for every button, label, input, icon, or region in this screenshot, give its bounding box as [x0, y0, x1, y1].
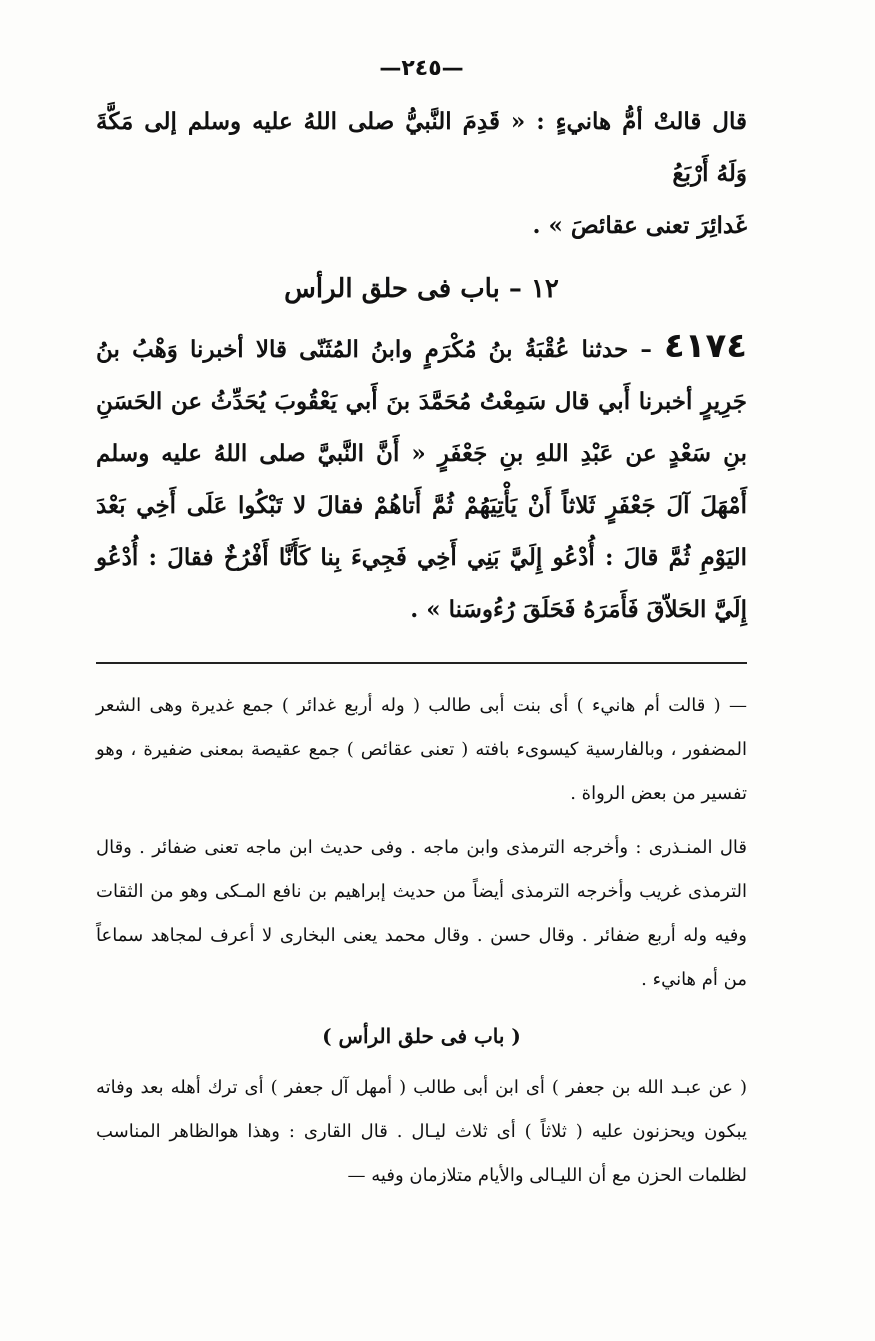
- page-number: —٢٤٥—: [379, 56, 464, 81]
- commentary-paragraph-3: ( عن عبـد الله بن جعفر ) أى ابن أبى طالب ( أمهل آل جعفر ) أى ترك أهله بعد وفاته يبكون ويحزنون عليه ( ثلاثاً ) أى ثلاث ليـال . قال القارى : وهذا هوالظاهر المناسب لظلمات الحزن مع أن الليـالى والأيام متلازمان وفيه —: [96, 1077, 747, 1186]
- hadith-number: ٤١٧٤: [663, 326, 747, 366]
- footnote-divider: [96, 662, 747, 664]
- commentary-paragraph-1: — ( قالت أم هانيء ) أى بنت أبى طالب ( وله أربع غدائر ) جمع غديرة وهى الشعر المضفور ، وبالفارسية كيسوىء بافته ( تعنى عقائص ) جمع عقيصة بمعنى ضفيرة ، وهو تفسير من بعض الرواة .: [96, 695, 747, 804]
- commentary-sub-heading: ( باب فى حلق الرأس ): [322, 1024, 521, 1048]
- chapter-heading: ١٢ – باب فى حلق الرأس: [284, 274, 559, 304]
- hadith-line-1: قال قالتْ أمُّ هانيءٍ : « قَدِمَ النَّبيُّ صلى اللهُ عليه وسلم إلى مَكَّةَ وَلَهُ أَرْبَعُ: [96, 108, 747, 187]
- hadith-paragraph: [96, 320, 747, 636]
- hadith-block: [96, 96, 747, 636]
- hadith-line-2: غَدائِرَ تعنى عقائصَ » .: [532, 212, 747, 239]
- commentary-paragraph-2: قال المنـذرى : وأخرجه الترمذى وابن ماجه . وفى حديث ابن ماجه تعنى ضفائر . وقال الترمذى غريب وأخرجه الترمذى أيضاً من حديث إبراهيم بن نافع المـكى وهو من الثقات وفيه وله أربع ضفائر . وقال حسن . وقال محمد يعنى البخارى لا أعرف لمجاهد سماعاً من أم هانيء .: [96, 837, 747, 990]
- hadith-text: – حدثنا عُقْبَةُ بنُ مُكْرَمٍ وابنُ المُثَنّى قالا أخبرنا وَهْبُ بنُ جَرِيرٍ أخبرنا أَبي قال سَمِعْتُ مُحَمَّدَ بنَ أَبي يَعْقُوبَ يُحَدِّثُ عن الحَسَنِ بنِ سَعْدٍ عن عَبْدِ اللهِ بنِ جَعْفَرٍ « أَنَّ النَّبيَّ صلى اللهُ عليه وسلم أَمْهَلَ آلَ جَعْفَرٍ ثَلاثاً أَنْ يَأْتِيَهُمْ ثُمَّ أَتاهُمْ فقالَ لا تَبْكُوا عَلَى أَخِي بَعْدَ اليَوْمِ ثُمَّ قالَ : أُدْعُو إِلَيَّ بَنِي أَخِي فَجِيءَ بِنا كَأَنَّا أَفْرُخٌ فقالَ : أُدْعُو إِلَيَّ الحَلاّقَ فَأَمَرَهُ فَحَلَقَ رُءُوسَنا » .: [96, 336, 747, 623]
- commentary-block: [96, 684, 747, 1198]
